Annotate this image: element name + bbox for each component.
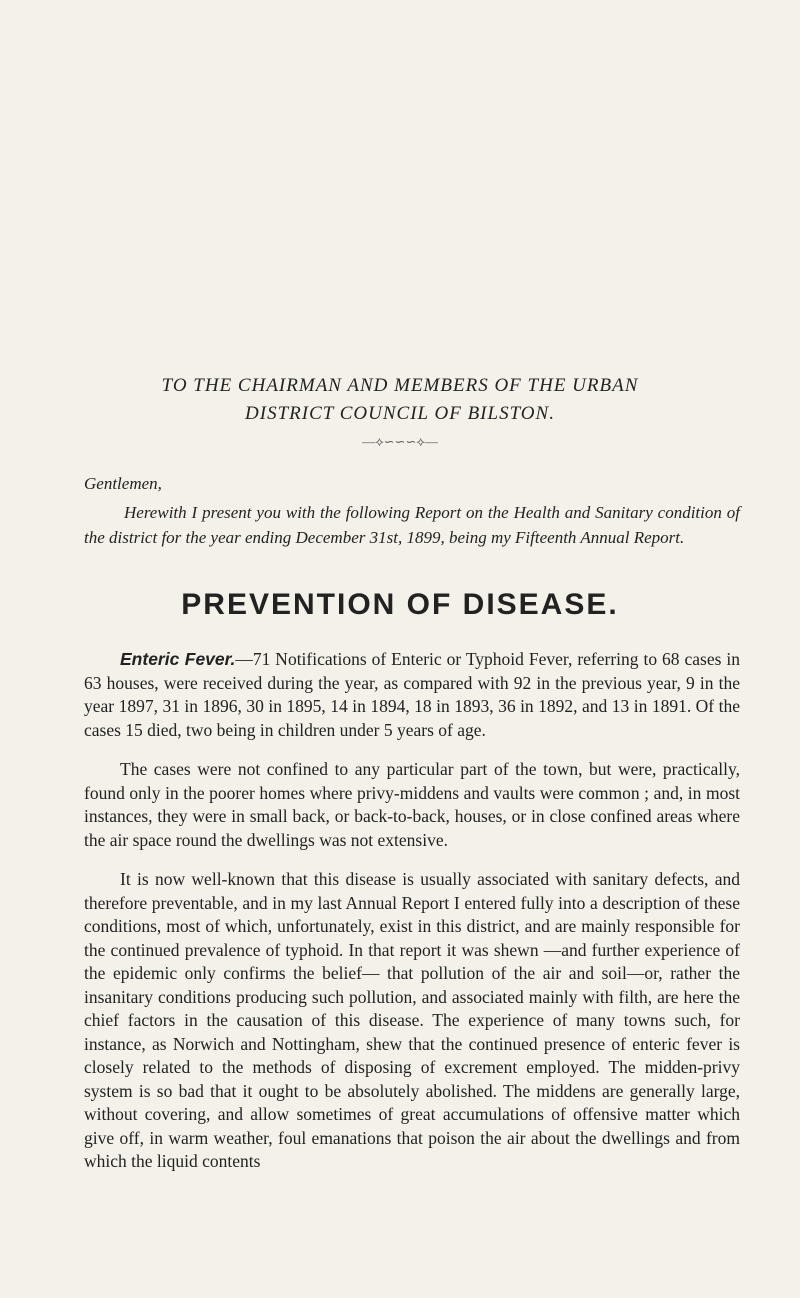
- ornament-divider: —⟡∽∽∽⟡—: [362, 434, 438, 449]
- paragraph-enteric-fever: [84, 648, 740, 742]
- paragraph-lead: Enteric Fever.: [120, 649, 236, 669]
- addressee-line-2: DISTRICT COUNCIL OF BILSTON.: [245, 403, 555, 424]
- paragraph-sanitary-defects: It is now well-known that this disease is usually associated with sanitary defects, and therefore preventable, and in my last Annual Report I entered fully into a description of these conditions, most of which, unfortunately, exist in this district, and are mainly responsible for the continued prevalence of typhoid. In that report it was shewn —and further experience of the epidemic only confirms the belief— that pollution of the air and soil—or, rather the insanitary conditions producing such pollution, and associated mainly with filth, are here the chief factors in the causation of this disease. The experience of many towns such, for instance, as Norwich and Nottingham, shew that the continued presence of enteric fever is closely related to the methods of disposing of excrement employed. The midden-privy system is so bad that it ought to be absolutely abolished. The middens are generally large, without covering, and allow sometimes of great accumulations of offensive matter which give off, in warm weather, foul emanations that poison the air about the dwellings and from which the liquid contents: [84, 869, 740, 1171]
- salutation: Gentlemen,: [84, 474, 162, 493]
- section-heading: PREVENTION OF DISEASE.: [181, 588, 619, 621]
- paragraph-body: —71 Notifications of Enteric or Typhoid Fever, referring to 68 cases in 63 houses, were received during the year, as compared with 92 in the previous year, 9 in the year 1897, 31 in 1896, 30 in 1895, 14 in 1894, 18 in 1893, 36 in 1892, and 13 in 1891. Of the cases 15 died, two being in children under 5 years of age.: [84, 649, 740, 740]
- paragraph-case-distribution: The cases were not confined to any particular part of the town, but were, practically, found only in the poorer homes where privy-middens and vaults were common ; and, in most instances, they were in small back, or back-to-back, houses, or in close confined areas where the air space round the dwellings was not extensive.: [84, 759, 740, 850]
- intro-paragraph: Herewith I present you with the following Report on the Health and Sanitary condition of the district for the year ending December 31st, 1899, being my Fifteenth Annual Report.: [84, 503, 740, 547]
- addressee-line-1: TO THE CHAIRMAN AND MEMBERS OF THE URBAN: [161, 375, 639, 396]
- addressee: [84, 372, 740, 428]
